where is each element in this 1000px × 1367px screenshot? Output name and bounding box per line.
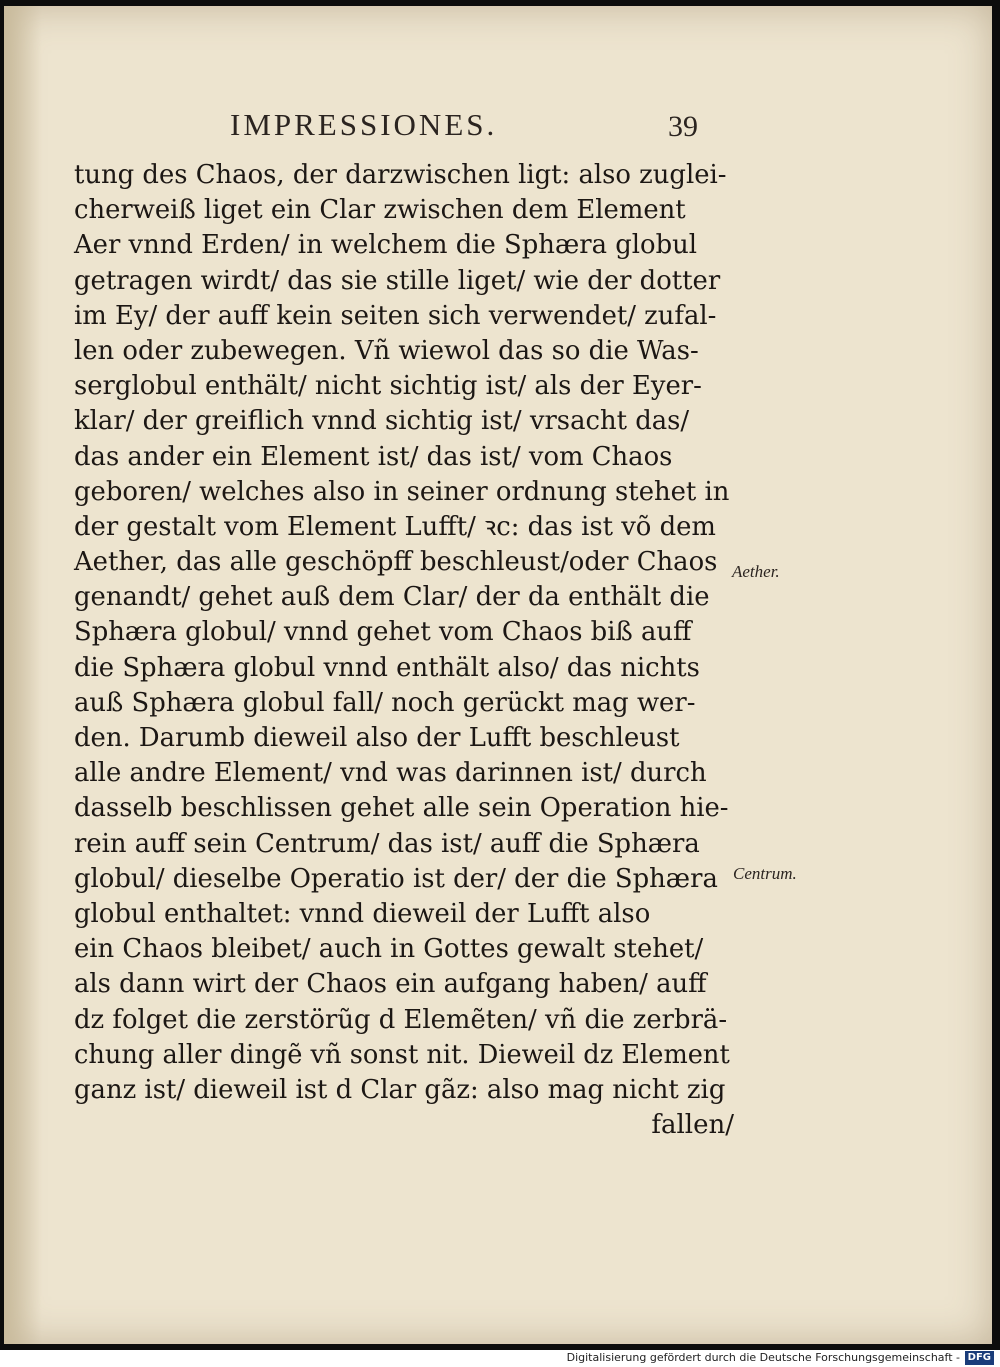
text-line: getragen wirdt/ das sie stille liget/ wie der dotter xyxy=(74,265,721,296)
text-line: geboren/ welches also in seiner ordnung stehet in xyxy=(74,476,730,507)
text-line: den. Darumb dieweil also der Lufft beschleust xyxy=(74,723,680,753)
text-line: dz folget die zerstörũg d Elemẽten/ vñ die zerbrä- xyxy=(74,1004,728,1035)
text-line: globul enthaltet: vnnd dieweil der Lufft also xyxy=(74,898,651,929)
text-line: cherweiß liget ein Clar zwischen dem Element xyxy=(74,195,686,226)
text-line: serglobul enthält/ nicht sichtig ist/ als der Eyer- xyxy=(74,371,702,402)
text-line: ganz ist/ dieweil ist d Clar gãz: also mag nicht zig xyxy=(74,1074,726,1105)
text-line: als dann wirt der Chaos ein aufgang haben/ auff xyxy=(74,969,707,1000)
text-line: tung des Chaos, der darzwischen ligt: also zuglei- xyxy=(74,160,727,190)
text-line: im Ey/ der auff kein seiten sich verwendet/ zufal- xyxy=(74,300,717,331)
text-line: genandt/ gehet auß dem Clar/ der da enthält die xyxy=(74,582,710,613)
page-gutter-shadow xyxy=(4,6,42,1344)
footer-credit: Digitalisierung gefördert durch die Deutsche Forschungsgemeinschaft - xyxy=(566,1351,960,1364)
text-line: dasselb beschlissen gehet alle sein Operation hie- xyxy=(74,793,729,824)
text-line: Sphæra globul/ vnnd gehet vom Chaos biß auff xyxy=(74,617,692,648)
text-line: rein auff sein Centrum/ das ist/ auff die Sphæra xyxy=(74,828,700,859)
text-line: chung aller dingẽ vñ sonst nit. Dieweil dz Element xyxy=(74,1039,730,1070)
marginal-note-aether: Aether. xyxy=(732,562,780,581)
text-line: das ander ein Element ist/ das ist/ vom Chaos xyxy=(74,441,673,472)
text-line: len oder zubewegen. Vñ wiewol das so die Was- xyxy=(74,335,699,366)
marginal-note-centrum: Centrum. xyxy=(733,864,797,883)
body-text xyxy=(74,158,734,1143)
text-line: ein Chaos bleibet/ auch in Gottes gewalt stehet/ xyxy=(74,934,704,965)
text-line: globul/ dieselbe Operatio ist der/ der die Sphæra xyxy=(74,863,718,894)
running-head: IMPRESSIONES. xyxy=(230,107,498,142)
text-line: der gestalt vom Element Lufft/ ꝛc: das ist võ dem xyxy=(74,511,716,542)
page-number: 39 xyxy=(668,110,698,143)
text-line: die Sphæra globul vnnd enthält also/ das nichts xyxy=(74,652,700,683)
text-line: Aer vnnd Erden/ in welchem die Sphæra globul xyxy=(74,230,698,261)
text-line: auß Sphæra globul fall/ noch gerückt mag wer- xyxy=(74,687,696,718)
text-line: Aether, das alle geschöpff beschleust/oder Chaos xyxy=(74,547,718,578)
text-line: klar/ der greiflich vnnd sichtig ist/ vrsacht das/ xyxy=(74,406,690,437)
text-line: alle andre Element/ vnd was darinnen ist/ durch xyxy=(74,758,707,789)
dfg-logo: DFG xyxy=(965,1351,994,1365)
text-line: fallen/ xyxy=(651,1110,734,1141)
